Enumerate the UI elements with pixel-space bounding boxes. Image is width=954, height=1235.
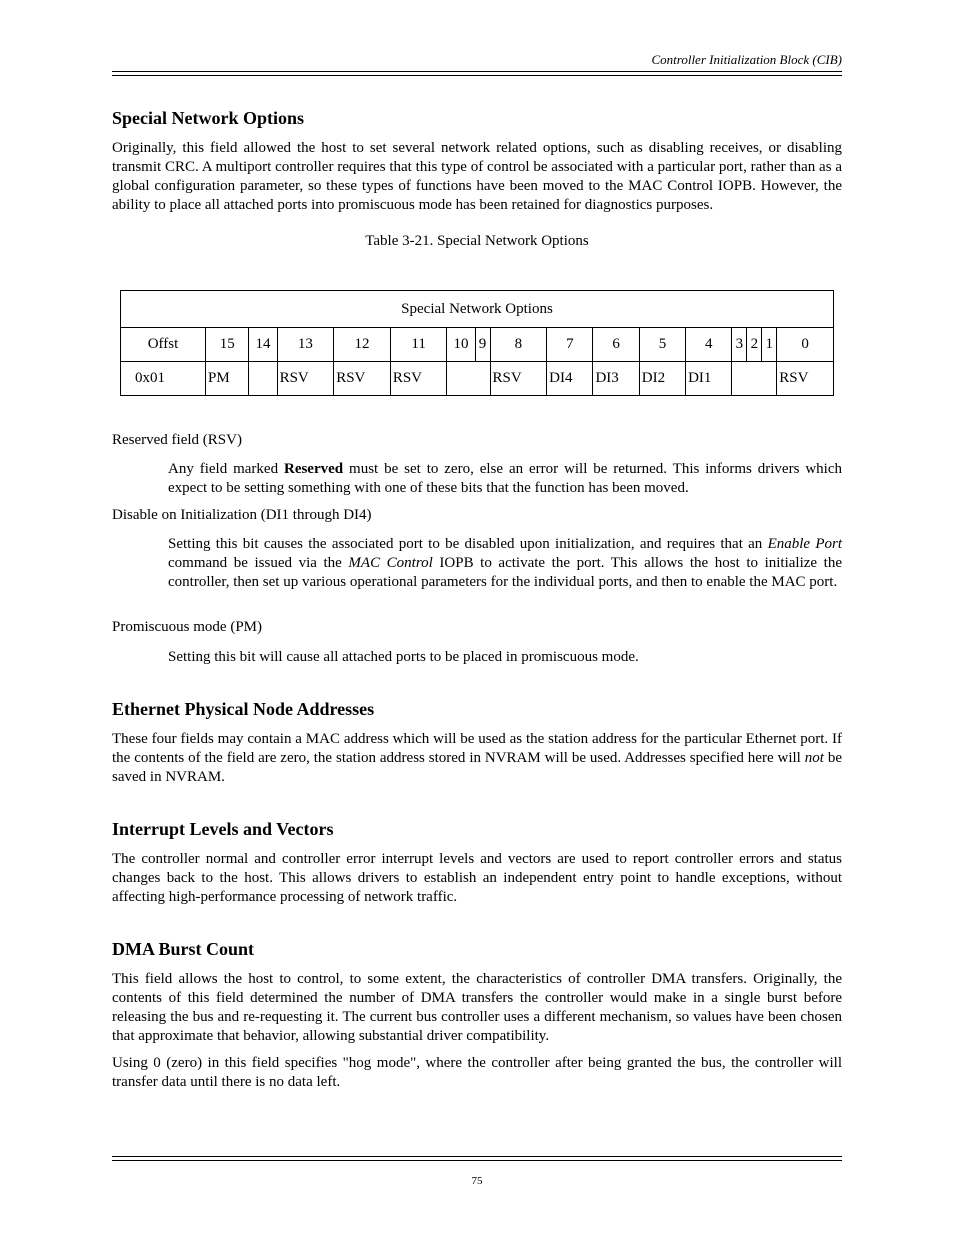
- page-number: 75: [471, 1175, 483, 1187]
- bit-field-rsv: RSV: [490, 362, 547, 396]
- bit-field-di1: DI1: [686, 362, 732, 396]
- special-network-options-table: [120, 290, 834, 396]
- desc-italic-text: MAC Control: [348, 555, 433, 571]
- bit-header: 1: [762, 328, 777, 362]
- definition-term-disable-on-init: Disable on Initialization (DI1 through DI4): [112, 507, 372, 523]
- para-text: be saved in NVRAM.: [112, 750, 842, 785]
- bit-field-di4: DI4: [547, 362, 593, 396]
- desc-bold-text: Reserved: [283, 461, 344, 477]
- bit-header: 10: [447, 328, 475, 362]
- section-heading-special-network-options: Special Network Options: [112, 108, 305, 128]
- bit-header: 13: [277, 328, 334, 362]
- footer-rule-thin: [112, 1156, 842, 1157]
- desc-text: Any field marked: [168, 461, 284, 477]
- bit-header: 2: [747, 328, 762, 362]
- interrupt-paragraph: The controller normal and controller error interrupt levels and vectors are used to report controller errors and status changes back to the host. This allows drivers to establish an independent entry point to handle exceptions, without affecting high-performance processing of network traffic.: [112, 851, 842, 905]
- footer-rule: [112, 1160, 842, 1161]
- bit-header: 8: [490, 328, 547, 362]
- bit-field-di3: DI3: [593, 362, 639, 396]
- bit-field-rsv: RSV: [777, 362, 834, 396]
- special-network-options-paragraph: Originally, this field allowed the host to set several network related options, such as disabling receives, or disabling transmit CRC. A multiport controller requires that this type of control be associated with a particular port, rather than as a global configuration parameter, so these types of functions have been moved to the MAC Control IOPB. However, the ability to place all attached ports into promiscuous mode has been retained for diagnostics purposes.: [112, 140, 842, 213]
- dma-paragraph-2: Using 0 (zero) in this field specifies "hog mode", where the controller after being granted the bus, the controller will transfer data until there is no data left.: [112, 1055, 842, 1090]
- bit-header: 12: [334, 328, 391, 362]
- ethernet-paragraph: [112, 730, 842, 787]
- bit-header: 4: [686, 328, 732, 362]
- bit-field-di2: DI2: [639, 362, 685, 396]
- definition-desc-disable-on-init: [168, 535, 842, 592]
- para-text: These four fields may contain a MAC address which will be used as the station address for the particular Ethernet port. If the contents of the field are zero, the station address stored in NVRAM will be used. Addresses specified here will: [112, 731, 842, 766]
- definition-desc-reserved: [168, 460, 842, 498]
- definition-term-reserved: Reserved field (RSV): [112, 432, 242, 448]
- desc-text: command be issued via the: [168, 555, 349, 571]
- bit-field-rsv: RSV: [277, 362, 334, 396]
- bit-field-pm: PM: [206, 362, 249, 396]
- header-rule: [112, 71, 842, 72]
- bit-header: 6: [593, 328, 639, 362]
- bit-field-empty: [732, 362, 777, 396]
- bit-header: 15: [206, 328, 249, 362]
- bit-header: 9: [475, 328, 490, 362]
- bit-field-empty: [249, 362, 277, 396]
- section-heading-dma: DMA Burst Count: [112, 939, 255, 959]
- bit-field-rsv: RSV: [334, 362, 391, 396]
- table-title: Special Network Options: [121, 291, 834, 328]
- para-italic-text: not: [804, 750, 824, 766]
- desc-text: Setting this bit causes the associated port to be disabled upon initialization, and requires that an: [168, 536, 768, 552]
- bit-header: 0: [777, 328, 834, 362]
- bit-header: 3: [732, 328, 747, 362]
- bit-header: 11: [390, 328, 447, 362]
- header-rule-thin: [112, 75, 842, 76]
- desc-text: must be set to zero, else an error will be returned. This informs drivers which expect to be setting something with one of these bits that the function has been moved.: [168, 461, 842, 496]
- section-heading-interrupt: Interrupt Levels and Vectors: [112, 819, 334, 839]
- bit-field-rsv: RSV: [390, 362, 447, 396]
- running-header: Controller Initialization Block (CIB): [651, 52, 842, 67]
- desc-text: IOPB to activate the port. This allows the host to initialize the controller, then set up various operational parameters for the individual ports, and then to enable the MAC port.: [168, 555, 842, 590]
- definition-term-promiscuous: Promiscuous mode (PM): [112, 619, 262, 635]
- desc-italic-text: Enable Port: [767, 536, 843, 552]
- section-heading-ethernet: Ethernet Physical Node Addresses: [112, 699, 375, 719]
- table-offset-value: 0x01: [121, 362, 206, 396]
- bit-header: 14: [249, 328, 277, 362]
- bit-field-empty: [447, 362, 490, 396]
- table-header-offset: Offst: [121, 328, 206, 362]
- bit-header: 7: [547, 328, 593, 362]
- table-caption: Table 3-21. Special Network Options: [365, 233, 589, 249]
- dma-paragraph-1: This field allows the host to control, to some extent, the characteristics of controller DMA transfers. Originally, the contents of this field determined the number of DMA transfers the controller would make in a single burst before releasing the bus and re-requesting it. The current bus controller uses a different mechanism, so values have been chosen that approximate that behavior, allowing substantial driver compatibility.: [112, 971, 842, 1044]
- bit-header: 5: [639, 328, 685, 362]
- definition-desc-promiscuous: Setting this bit will cause all attached ports to be placed in promiscuous mode.: [168, 649, 639, 665]
